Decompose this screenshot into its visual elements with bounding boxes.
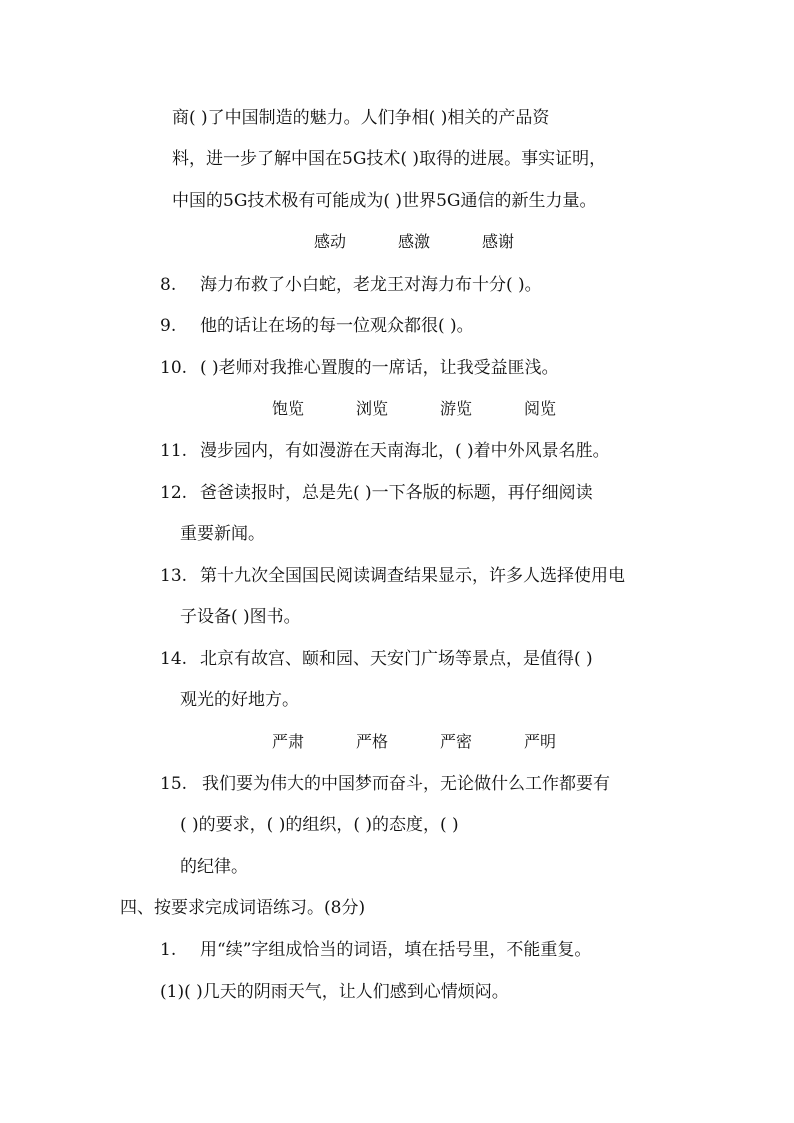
word-option: 感激 [398, 232, 431, 251]
question-14-continuation: 观光的好地方。 [180, 690, 299, 710]
question-number: 9. [160, 316, 177, 336]
section-4-subquestion-1: (1)( )几天的阴雨天气，让人们感到心情烦闷。 [160, 982, 509, 1002]
question-number: 1. [160, 940, 177, 960]
question-number: 14. [160, 649, 188, 669]
question-15-text: 我们要为伟大的中国梦而奋斗，无论做什么工作都要有 [202, 774, 610, 794]
question-number: 12. [160, 483, 188, 503]
question-13-text: 第十九次全国国民阅读调查结果显示，许多人选择使用电 [200, 566, 625, 586]
question-number: 8. [160, 275, 177, 295]
word-option: 严格 [356, 732, 389, 751]
question-10-text: ( )老师对我推心置腹的一席话，让我受益匪浅。 [200, 358, 559, 378]
question-15-continuation-1: ( )的要求，( )的组织，( )的态度，( ) [180, 815, 459, 835]
word-options-group-2 [0, 397, 794, 421]
word-options-group-3 [0, 730, 794, 754]
question-9-text: 他的话让在场的每一位观众都很( )。 [200, 316, 474, 336]
question-number: 11. [160, 441, 188, 461]
question-14-text: 北京有故宫、颐和园、天安门广场等景点，是值得( ) [200, 649, 593, 669]
section-4-heading: 四、按要求完成词语练习。(8分) [120, 898, 366, 918]
passage-line-2: 料，进一步了解中国在5G技术( )取得的进展。事实证明， [172, 149, 607, 169]
question-12-continuation: 重要新闻。 [180, 524, 265, 544]
word-option: 浏览 [356, 399, 389, 418]
question-8-text: 海力布救了小白蛇，老龙王对海力布十分( )。 [200, 275, 542, 295]
question-number: 15. [160, 774, 188, 794]
question-11-text: 漫步园内，有如漫游在天南海北，( )着中外风景名胜。 [200, 441, 610, 461]
word-option: 感谢 [482, 232, 515, 251]
word-option: 饱览 [272, 399, 305, 418]
word-option: 游览 [440, 399, 473, 418]
question-15-continuation-2: 的纪律。 [180, 857, 248, 877]
question-13-continuation: 子设备( )图书。 [180, 607, 301, 627]
word-option: 严密 [440, 732, 473, 751]
passage-line-3: 中国的5G技术极有可能成为( )世界5G通信的新生力量。 [172, 191, 597, 211]
word-option: 严肃 [272, 732, 305, 751]
word-option: 阅览 [524, 399, 557, 418]
question-12-text: 爸爸读报时，总是先( )一下各版的标题，再仔细阅读 [200, 483, 593, 503]
question-number: 13. [160, 566, 188, 586]
word-option: 感动 [314, 232, 347, 251]
question-number: 10. [160, 358, 188, 378]
word-options-group-1 [0, 230, 794, 254]
passage-line-1: 商( )了中国制造的魅力。人们争相( )相关的产品资 [172, 108, 550, 128]
section-4-question-1-text: 用“续”字组成恰当的词语，填在括号里，不能重复。 [200, 940, 592, 960]
word-option: 严明 [524, 732, 557, 751]
